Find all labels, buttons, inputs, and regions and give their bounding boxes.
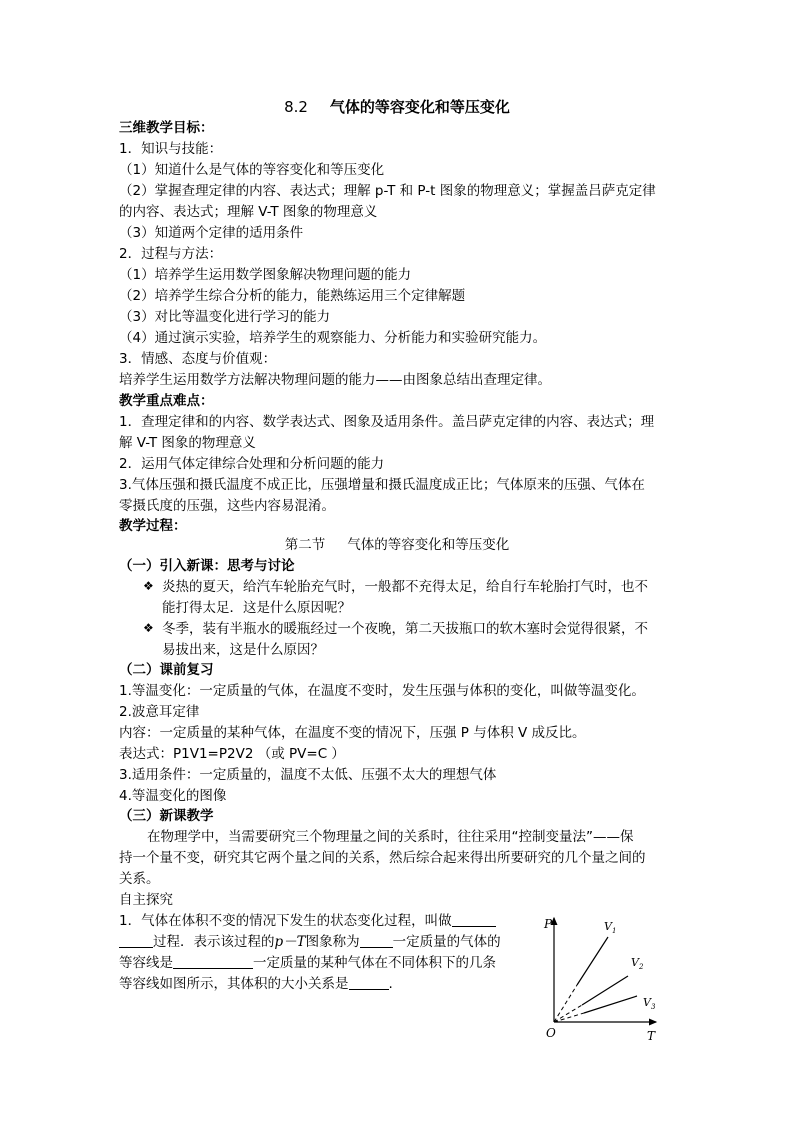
- exercise-line-4: [119, 974, 393, 994]
- process-method-heading: 2．过程与方法：: [119, 246, 223, 262]
- new-lesson-1a: 在物理学中，当需要研究三个物理量之间的关系时，往往采用“控制变量法”——保: [147, 829, 634, 845]
- review-2-content: 内容：一定质量的某种气体，在温度不变的情况下，压强 P 与体积 V 成反比。: [119, 725, 586, 741]
- review-4: 4.等温变化的图像: [119, 788, 227, 804]
- v2-label: $V_2$: [631, 956, 644, 971]
- answer-blank-1[interactable]: [452, 912, 496, 927]
- question-2b: 易拔出来，这是什么原因？: [162, 642, 324, 658]
- p-axis-label: P: [544, 917, 553, 931]
- exercise-line-2: [119, 932, 501, 952]
- knowledge-heading: 1．知识与技能：: [119, 141, 223, 157]
- answer-blank-4[interactable]: [349, 975, 389, 990]
- goal-p2: （2）培养学生综合分析的能力，能熟练运用三个定律解题: [119, 288, 466, 304]
- question-2a: 冬季，装有半瓶水的暖瓶经过一个夜晚，第二天拔瓶口的软木塞时会觉得很紧，不: [162, 621, 648, 637]
- key-point-3a: 3.气体压强和摄氏温度不成正比，压强增量和摄氏温度成正比；气体原来的压强、气体在: [119, 477, 645, 493]
- review-2-expression: 表达式：P1V1=P2V2 （或 PV=C ）: [119, 746, 345, 762]
- goal-p4: （4）通过演示实验，培养学生的观察能力、分析能力和实验研究能力。: [119, 330, 547, 346]
- v1-line: [577, 937, 608, 985]
- key-point-1a: 1．查理定律和的内容、数学表达式、图象及适用条件。盖吕萨克定律的内容、表达式；理: [119, 414, 655, 430]
- section-title-text: 气体的等容变化和等压变化: [347, 537, 510, 553]
- goal-k2b: 的内容、表达式；理解 V-T 图象的物理意义: [119, 204, 378, 220]
- exercise-pt-variable: p－T: [274, 934, 306, 950]
- review-2: 2.波意耳定律: [119, 704, 200, 720]
- v3-label: $V_3$: [643, 996, 656, 1011]
- t-axis-label: T: [647, 1029, 656, 1043]
- goal-k3: （3）知道两个定律的适用条件: [119, 225, 304, 241]
- exercise-line-1: [119, 911, 496, 931]
- answer-blank-3[interactable]: [173, 954, 253, 969]
- new-lesson-1c: 关系。: [119, 871, 160, 887]
- goals-heading: 三维教学目标：: [119, 120, 214, 136]
- origin-label: O: [546, 1026, 556, 1040]
- goal-p1: （1）培养学生运用数学图象解决物理问题的能力: [119, 267, 412, 283]
- exercise-text-3a: 等容线是: [119, 955, 173, 971]
- exercise-text-2a: 过程．表示该过程的: [153, 934, 275, 950]
- isochoric-lines-figure: [532, 904, 667, 1044]
- emotion-heading: 3．情感、态度与价值观：: [119, 351, 277, 367]
- part3-heading: （三）新课教学: [119, 808, 214, 824]
- exercise-text-4b: .: [388, 976, 393, 992]
- goal-k2a: （2）掌握查理定律的内容、表达式；理解 p-T 和 P-t 图象的物理意义；掌握盖吕萨克定律: [119, 183, 656, 199]
- review-1: 1.等温变化：一定质量的气体，在温度不变时，发生压强与体积的变化，叫做等温变化。: [119, 683, 645, 699]
- key-point-2: 2．运用气体定律综合处理和分析问题的能力: [119, 456, 385, 472]
- exercise-text-2b: 图象称为: [305, 934, 360, 950]
- exercise-line-3: [119, 953, 496, 973]
- process-heading: 教学过程：: [119, 518, 187, 534]
- question-1b: 能打得太足．这是什么原因呢？: [162, 600, 351, 616]
- part1-heading: （一）引入新课：思考与讨论: [119, 558, 295, 574]
- page-title: [0, 97, 794, 117]
- review-3: 3.适用条件：一定质量的，温度不太低、压强不太大的理想气体: [119, 767, 497, 783]
- key-points-heading: 教学重点难点：: [119, 393, 214, 409]
- goal-k1: （1）知道什么是气体的等容变化和等压变化: [119, 162, 385, 178]
- goal-p3: （3）对比等温变化进行学习的能力: [119, 309, 331, 325]
- title-text: 气体的等容变化和等压变化: [329, 98, 510, 116]
- self-study-heading: 自主探究: [119, 892, 173, 908]
- part2-heading: （二）课前复习: [119, 662, 214, 678]
- v2-extrapolation: [554, 1005, 582, 1022]
- exercise-text-1: 1．气体在体积不变的情况下发生的状态变化过程，叫做: [119, 913, 452, 929]
- new-lesson-1b: 持一个量不变，研究其它两个量之间的关系，然后综合起来得出所要研究的几个量之间的: [119, 850, 646, 866]
- bullet-diamond-icon: ❖: [143, 621, 154, 635]
- bullet-diamond-icon: ❖: [143, 579, 154, 593]
- section-title-number: 第二节: [284, 537, 326, 553]
- section-title: [0, 535, 794, 555]
- v1-extrapolation: [554, 985, 577, 1022]
- title-number: 8.2: [284, 98, 308, 116]
- exercise-text-3b: 一定质量的某种气体在不同体积下的几条: [253, 955, 496, 971]
- answer-blank-1b[interactable]: [119, 933, 153, 948]
- exercise-text-4a: 等容线如图所示，其体积的大小关系是: [119, 976, 349, 992]
- v1-label: $V_1$: [604, 920, 617, 935]
- key-point-3b: 零摄氏度的压强，这些内容易混淆。: [119, 498, 335, 514]
- answer-blank-2[interactable]: [360, 933, 393, 948]
- question-1a: 炎热的夏天，给汽车轮胎充气时，一般都不充得太足，给自行车轮胎打气时，也不: [162, 579, 648, 595]
- goal-e1: 培养学生运用数学方法解决物理问题的能力——由图象总结出查理定律。: [119, 372, 551, 388]
- key-point-1b: 解 V-T 图象的物理意义: [119, 435, 256, 451]
- exercise-text-2c: 一定质量的气体的: [392, 934, 501, 950]
